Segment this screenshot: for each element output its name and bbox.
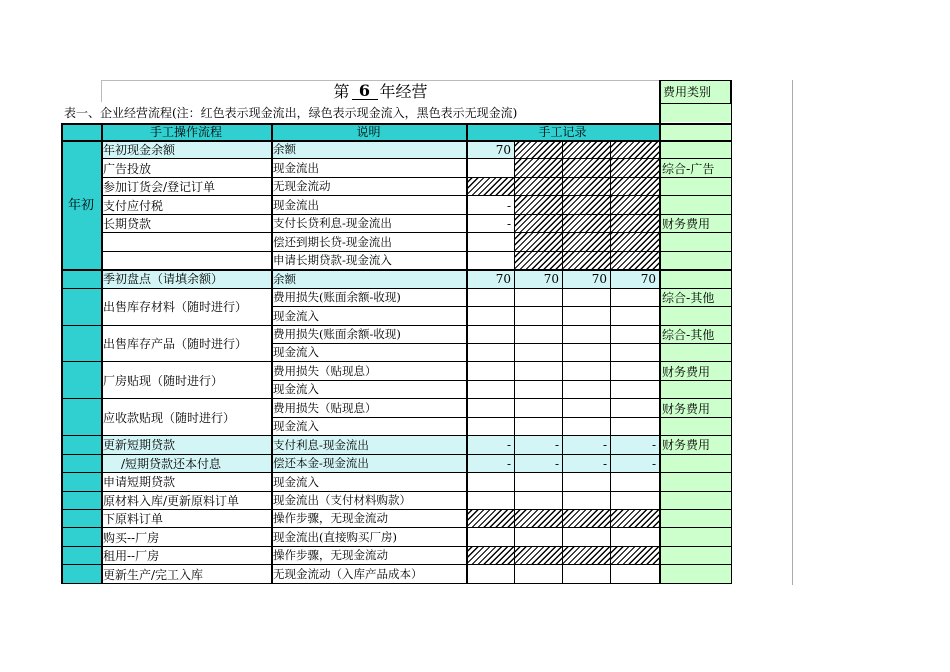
grid-h-row [271,380,731,381]
cost-category-cell [659,141,731,159]
title-suffix: 年经营 [379,81,428,101]
category-cell-blank [659,104,731,122]
record-q2-cell [514,215,562,233]
record-q2-cell [514,178,562,196]
grid-v-q2 [514,141,515,584]
record-q2-cell [514,196,562,214]
cost-category-cell [659,178,731,196]
process-cell: /短期贷款还本付息 [101,455,271,473]
grid-h-header-top [61,123,731,125]
title-year: 6 [352,83,378,100]
year-col-cell [61,473,101,491]
grid-h-row [61,546,731,547]
year-col-cell [61,436,101,454]
record-q3-cell [562,547,610,565]
record-q2-cell[interactable] [514,492,562,510]
description-cell: 现金流入 [273,474,319,489]
record-q3-cell [562,510,610,528]
process-cell: 租用--厂房 [103,549,160,564]
grid-h-row [61,288,731,289]
record-q4-cell[interactable] [610,565,659,583]
grid-h-row [101,232,731,233]
process-cell: 参加订货会/登记订单 [103,180,216,195]
year-col-cell [61,565,101,583]
process-cell: 应收款贴现（随时进行） [103,410,236,425]
year-col-cell [61,270,101,288]
grid-v-q1 [466,123,468,584]
record-q3-cell[interactable] [562,307,610,325]
grid-h-row [61,583,731,584]
year-col-cell [61,547,101,565]
cost-category-cell [659,455,731,473]
record-q2-cell[interactable] [514,528,562,546]
record-q3-cell[interactable] [562,326,610,344]
record-q4-cell[interactable] [610,473,659,491]
record-q3-cell[interactable] [562,381,610,399]
grid-h-row [61,361,731,362]
description-cell: 费用损失(账面余额-收现) [273,326,401,341]
record-q1-cell[interactable] [466,473,514,491]
cost-category-cell: 综合-其他 [659,289,731,307]
description-cell: 操作步骤，无现金流动 [273,548,388,563]
process-cell: 广告投放 [103,161,152,176]
record-q4-cell[interactable] [610,362,659,380]
grid-h-row [101,214,731,215]
record-q1-cell[interactable] [466,381,514,399]
year-col-cell [61,399,101,417]
record-q2-cell[interactable] [514,307,562,325]
record-q3-cell[interactable] [562,418,610,436]
record-q3-cell[interactable] [562,473,610,491]
category-cell-blank [659,123,731,141]
record-q4-cell[interactable] [610,381,659,399]
record-q2-cell[interactable] [514,326,562,344]
record-q4-cell [610,215,659,233]
record-q3-cell[interactable]: - [562,455,610,473]
record-q1-cell[interactable] [466,326,514,344]
description-cell: 现金流入 [273,308,319,323]
record-q3-cell [562,233,610,251]
grid-h-row [61,325,731,326]
record-q1-cell[interactable]: 70 [466,141,514,159]
record-q3-cell[interactable] [562,528,610,546]
header-manual-record: 手工记录 [466,123,659,141]
record-q4-cell [610,196,659,214]
description-cell: 现金流出 [273,160,319,175]
record-q1-cell[interactable] [466,159,514,177]
process-cell: 年初现金余额 [101,141,271,159]
record-q4-cell [610,252,659,270]
grid-h-row [271,306,731,307]
record-q1-cell[interactable] [466,565,514,583]
record-q2-cell[interactable] [514,381,562,399]
cost-category-cell [659,344,731,362]
record-q4-cell [610,233,659,251]
title-prefix: 第 [333,81,350,101]
record-q2-cell [514,510,562,528]
grid-v-category [659,80,661,584]
record-q3-cell [562,159,610,177]
process-cell: 下原料订单 [103,512,164,527]
record-q3-cell[interactable] [562,289,610,307]
record-q2-cell [514,159,562,177]
year-col-cell [61,528,101,546]
description-cell: 费用损失（贴现息） [273,400,377,415]
record-q3-cell [562,141,610,159]
record-q3-cell [562,252,610,270]
record-q1-cell[interactable]: - [466,436,514,454]
cost-category-cell: 财务费用 [659,399,731,417]
cost-category-cell [659,528,731,546]
description-cell: 偿还本金-现金流出 [271,455,466,473]
record-q4-cell [610,178,659,196]
description-cell: 操作步骤，无现金流动 [273,511,388,526]
process-cell [101,233,271,251]
description-cell: 费用损失(账面余额-收现) [273,290,401,305]
record-q3-cell[interactable] [562,565,610,583]
grid-h-row [61,454,731,455]
record-q2-cell [514,141,562,159]
year-start-label: 年初 [61,141,101,270]
year-col-cell [61,289,101,307]
cost-category-cell: 综合-广告 [659,159,731,177]
year-col-cell [61,381,101,399]
process-cell: 申请短期贷款 [103,475,176,490]
grid-h-row [61,398,731,399]
record-q1-cell[interactable]: - [466,455,514,473]
grid-h-row [61,527,731,528]
record-q3-cell[interactable] [562,362,610,380]
grid-h-row [61,269,731,271]
grid-h-row [101,158,731,159]
process-cell: 长期贷款 [103,217,152,232]
cost-category-cell: 财务费用 [659,362,731,380]
description-cell: 偿还到期长贷-现金流出 [273,234,392,249]
year-col-cell [61,362,101,380]
grid-h-header-bottom [61,140,731,142]
grid-h-row [61,491,731,492]
record-q3-cell[interactable] [562,399,610,417]
description-cell: 支付长贷利息-现金流出 [273,216,392,231]
record-q2-cell[interactable]: - [514,436,562,454]
year-col-cell [61,344,101,362]
record-q4-cell[interactable] [610,492,659,510]
cost-category-cell [659,418,731,436]
cost-category-cell: 财务费用 [659,436,731,454]
header-description: 说明 [271,123,466,141]
description-cell: 无现金流动（入库产品成本） [273,566,423,581]
record-q3-cell[interactable] [562,492,610,510]
record-q2-cell [514,252,562,270]
grid-v-left [61,123,63,584]
description-cell: 支付利息-现金流出 [271,436,466,454]
record-q1-cell[interactable] [466,362,514,380]
sheet-right-border [792,80,793,585]
record-q4-cell[interactable] [610,326,659,344]
cost-category-cell [659,510,731,528]
cost-category-cell [659,307,731,325]
process-cell: 出售库存材料（随时进行） [103,300,248,315]
record-q4-cell[interactable] [610,289,659,307]
header-process: 手工操作流程 [101,123,271,141]
record-q1-cell[interactable]: - [506,198,511,213]
record-q2-cell[interactable] [514,418,562,436]
record-q4-cell[interactable]: 70 [610,270,659,288]
record-q2-cell[interactable] [514,362,562,380]
grid-h-row [61,509,731,510]
record-q3-cell [562,196,610,214]
record-q2-cell[interactable]: 70 [514,270,562,288]
grid-v-q4 [610,141,611,584]
description-cell: 余额 [271,270,466,288]
record-q4-cell[interactable] [610,528,659,546]
record-q4-cell [610,141,659,159]
grid-h-row [101,177,731,178]
record-q4-cell[interactable] [610,344,659,362]
record-q2-cell [514,233,562,251]
header-year-col [61,123,101,141]
description-cell: 现金流入 [273,345,319,360]
record-q1-cell[interactable] [466,252,514,270]
cost-category-cell [659,252,731,270]
record-q1-cell[interactable] [466,289,514,307]
record-q1-cell[interactable] [466,528,514,546]
record-q1-cell [466,547,514,565]
process-cell: 季初盘点（请填余额） [101,270,271,288]
record-q1-cell[interactable]: 70 [466,270,514,288]
record-q3-cell[interactable]: - [562,436,610,454]
year-col-cell [61,455,101,473]
record-q1-cell[interactable] [466,307,514,325]
record-q2-cell[interactable] [514,473,562,491]
process-cell: 出售库存产品（随时进行） [103,336,248,351]
record-q2-cell [514,547,562,565]
record-q2-cell[interactable] [514,289,562,307]
description-cell: 申请长期贷款-现金流入 [273,253,392,268]
record-q4-cell[interactable] [610,307,659,325]
record-q4-cell [610,547,659,565]
cost-category-cell [659,473,731,491]
record-q1-cell[interactable] [466,418,514,436]
grid-h-row [61,564,731,565]
record-q2-cell[interactable]: - [514,455,562,473]
description-cell: 现金流出 [273,197,319,212]
process-cell: 更新生产/完工入库 [103,567,204,582]
grid-v-q3 [562,141,563,584]
cost-category-cell: 财务费用 [659,215,731,233]
record-q1-cell[interactable] [466,233,514,251]
description-cell: 现金流入 [273,419,319,434]
record-q3-cell[interactable]: 70 [562,270,610,288]
record-q3-cell [562,178,610,196]
description-cell: 费用损失（贴现息） [273,363,377,378]
grid-h-row [61,435,731,436]
grid-h-row [271,343,731,344]
process-cell: 购买--厂房 [103,530,160,545]
cost-category-cell [659,270,731,288]
process-cell: 更新短期贷款 [101,436,271,454]
record-q1-cell [466,510,514,528]
process-cell: 原材料入库/更新原料订单 [103,493,240,508]
process-cell: 支付应付税 [103,198,164,213]
process-cell [101,252,271,270]
grid-h-row [271,417,731,418]
record-q1-cell[interactable] [466,492,514,510]
description-cell: 现金流出(直接购买厂房) [273,529,397,544]
process-cell: 厂房贴现（随时进行） [103,373,224,388]
legend-note: 表一、企业经营流程(注：红色表示现金流出，绿色表示现金流入，黑色表示无现金流) [64,106,518,120]
year-col-cell [61,492,101,510]
cost-category-cell: 综合-其他 [659,326,731,344]
cost-category-header: 费用类别 [659,80,731,104]
record-q4-cell [610,159,659,177]
record-q4-cell[interactable] [610,399,659,417]
description-cell: 现金流入 [273,382,319,397]
record-q3-cell[interactable] [562,344,610,362]
record-q4-cell[interactable] [610,418,659,436]
record-q1-cell[interactable]: - [506,217,511,232]
record-q2-cell[interactable] [514,399,562,417]
description-cell: 现金流出（支付材料购款） [273,493,411,508]
record-q1-cell[interactable] [466,344,514,362]
cost-category-cell [659,196,731,214]
year-col-cell [61,307,101,325]
record-q4-cell[interactable]: - [610,436,659,454]
cost-category-cell [659,381,731,399]
title-area [101,80,659,102]
year-col-cell [61,510,101,528]
record-q4-cell[interactable]: - [610,455,659,473]
record-q2-cell[interactable] [514,565,562,583]
cost-category-cell [659,547,731,565]
cost-category-cell [659,492,731,510]
description-cell: 余额 [271,141,466,159]
grid-h-row [101,251,731,252]
grid-h-row [101,195,731,196]
record-q1-cell [466,178,514,196]
description-cell: 无现金流动 [273,179,331,194]
record-q3-cell [562,215,610,233]
record-q1-cell[interactable] [466,399,514,417]
year-col-cell [61,418,101,436]
record-q2-cell[interactable] [514,344,562,362]
grid-v-process [101,123,103,584]
grid-v-desc [271,123,273,584]
year-col-cell [61,326,101,344]
cost-category-cell [659,233,731,251]
record-q4-cell [610,510,659,528]
grid-v-right [731,80,732,584]
grid-h-row [61,472,731,473]
cost-category-cell [659,565,731,583]
